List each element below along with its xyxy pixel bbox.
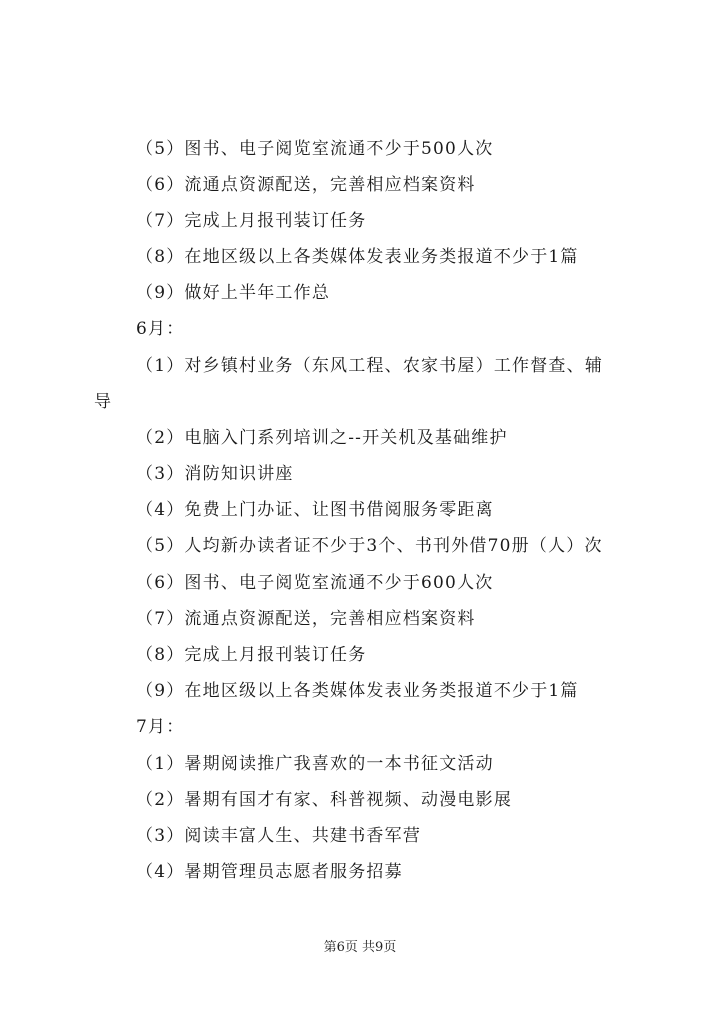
text-line: （1）对乡镇村业务（东风工程、农家书屋）工作督查、辅 — [136, 356, 604, 376]
section-heading: 6月： — [136, 319, 185, 339]
text-line: （1）暑期阅读推广我喜欢的一本书征文活动 — [136, 754, 494, 774]
text-line: （8）完成上月报刊装订任务 — [136, 645, 367, 665]
text-line: （3）阅读丰富人生、共建书香军营 — [136, 826, 422, 846]
text-line: （6）图书、电子阅览室流通不少于600人次 — [136, 573, 494, 593]
text-line: （7）流通点资源配送，完善相应档案资料 — [136, 609, 476, 629]
text-line: （9）在地区级以上各类媒体发表业务类报道不少于1篇 — [136, 681, 579, 701]
section-heading: 7月： — [136, 717, 185, 737]
text-line: （4）免费上门办证、让图书借阅服务零距离 — [136, 500, 494, 520]
text-line-wrap: 导 — [94, 392, 113, 412]
text-line: （6）流通点资源配送，完善相应档案资料 — [136, 175, 476, 195]
text-line: （3）消防知识讲座 — [136, 464, 294, 484]
text-line: （7）完成上月报刊装订任务 — [136, 211, 367, 231]
text-line: （2）暑期有国才有家、科普视频、动漫电影展 — [136, 790, 513, 810]
text-line: （4）暑期管理员志愿者服务招募 — [136, 862, 403, 882]
text-line: （8）在地区级以上各类媒体发表业务类报道不少于1篇 — [136, 247, 579, 267]
text-line: （9）做好上半年工作总 — [136, 283, 331, 303]
text-line: （2）电脑入门系列培训之--开关机及基础维护 — [136, 428, 508, 448]
page-number-footer: 第6页 共9页 — [323, 940, 397, 955]
text-line: （5）图书、电子阅览室流通不少于500人次 — [136, 139, 494, 159]
text-line: （5）人均新办读者证不少于3个、书刊外借70册（人）次 — [136, 536, 603, 556]
